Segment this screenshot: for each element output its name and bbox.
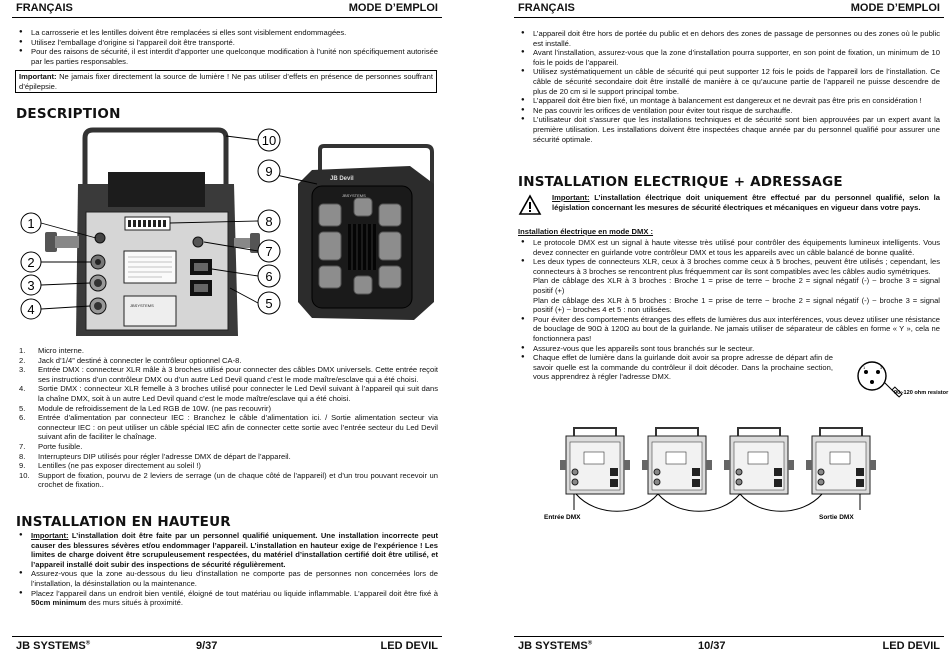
callout-9 (258, 160, 280, 182)
intro-bullet: ● Pour des raisons de sécurité, il est interdit d’apporter une quelconque modification à l’unité non spécifiquement autorisée par les parties responsables. (16, 47, 438, 66)
svg-text:2: 2 (27, 255, 35, 270)
device-illustration (12, 126, 442, 338)
important-box (15, 70, 437, 93)
part-item: 4. Sortie DMX : connecteur XLR femelle à 3 broches utilisé pour connecter le Led Devil suivant à l’appareil qui suit dans la chaîne DMX, soit à un autre Led Devil quand c’est le mode maître/esclave qui a été choisi. (19, 384, 438, 403)
svg-text:10: 10 (261, 133, 277, 148)
svg-text:8: 8 (265, 214, 273, 229)
important-label: Important: (19, 72, 57, 81)
device-brand-text: JBSYSTEMS (130, 303, 154, 308)
safety-bullet: ● Avant l’installation, assurez-vous que la zone d’installation pourra supporter, en son point de fixation, un minimum de 10 fois le poids de l’appareil. (518, 48, 940, 67)
part-item: 8. Interrupteurs DIP utilisés pour régler l’adresse DMX de départ de l’appareil. (19, 451, 291, 461)
dmx-chain-diagram (544, 422, 870, 532)
install-bullet: ● Important: L’installation doit être faite par un personnel qualifié uniquement. Une installation incorrecte peut causer des blessures sévères et/ou endommager l’appareil. L’installation en hauteur exige de l’expérience ! Les limites de charge doivent être scrupuleusement respectées, du matériel d’installation certifié doit être utilisé, et l’appareil installé doit subir des inspections de sécurité régulièrement. (16, 531, 438, 569)
footer-brand: JB SYSTEMS® (16, 640, 91, 652)
resistor-label: 90~120 ohm resistor (894, 390, 949, 396)
part-item: 7. Porte fusible. (19, 441, 83, 451)
svg-text:JB Devil: JB Devil (330, 176, 354, 182)
dmx-bullet: ● Chaque effet de lumière dans la guirlande doit avoir sa propre adresse de départ afin de savoir quelle est la commande du contrôleur il doit décoder. Dans la prochaine section, vous apprendrez à régler l’adresse DMX. (518, 353, 833, 382)
part-item: 1. Micro interne. (19, 346, 85, 355)
front-view (298, 146, 434, 320)
header-title: MODE D’EMPLOI (348, 2, 438, 14)
dmx-bullet: ● Pour éviter des comportements étranges des effets de lumières dus aux interférences, vous devez utiliser une résistance de bouclage de 90Ω à 120Ω au bout de la guirlande. Ne jamais utiliser de séparateur de câbles en forme « Y », cela ne fonctionnera pas! (518, 315, 940, 344)
chain-unit (642, 428, 712, 494)
device-front-brand: JBSYSTEMS (342, 193, 366, 198)
description-heading: DESCRIPTION (16, 106, 121, 122)
callout-4 (21, 299, 41, 319)
svg-text:5: 5 (265, 296, 273, 311)
footer-product: LED DEVIL (882, 640, 940, 652)
callout-3 (21, 275, 41, 295)
safety-bullet: ● Ne pas couvrir les orifices de ventilation pour éviter tout risque de surchauffe. (518, 106, 940, 116)
safety-bullet: ● Utilisez systématiquement un câble de sécurité qui peut supporter 12 fois le poids de l’appareil lors de l’installation. Ce câble de sécurité secondaire doit être installé de manière à ce qu’aucune partie de l’appareil ne puisse descendre de plus de 20 cm si le support principal tombe. (518, 67, 940, 96)
chain-unit (560, 428, 630, 494)
dmx-subheading: Installation électrique en mode DMX : (518, 227, 654, 236)
xlr-terminator-illustration (854, 360, 949, 408)
callout-10 (258, 129, 280, 151)
part-item: 9. Lentilles (ne pas exposer directement au soleil !) (19, 461, 201, 471)
callout-5 (258, 292, 280, 314)
page-footer (12, 636, 442, 653)
callout-1 (21, 213, 41, 233)
dmx-bullet: ● Le protocole DMX est un signal à haute vitesse très utilisé pour contrôler des équipements lumineux intelligents. Vous devez connecter en guirlande votre contrôleur DMX et tous les appareils avec un câble balancé de bonne qualité. (518, 238, 940, 257)
dmx-bullet: ● Les deux types de connecteurs XLR, ceux à 3 broches comme ceux à 5 broches, peuvent être utilisés ; cependant, les connecteurs à 3 broches se rencontrent plus fréquemment car ils sont compatibles avec les câbles audio symétriques. Plan de câblage des XLR à 3 broches : Broche 1 = prise de terre ~ broche 2 = signal négatif (-) ~ broche 3 = signal positif (+) Plan de câblage des XLR à 5 broches : Broche 1 = prise de terre ~ broche 2 = signal négatif (-) ~ broche 3 = signal positif (+) ~ broches 4 et 5 : non utilisées. (518, 257, 940, 315)
installation-section (16, 531, 438, 608)
page-header (514, 2, 944, 18)
chain-unit (724, 428, 794, 494)
warning-label: Important: (552, 193, 590, 202)
safety-bullet: ● L’utilisateur doit s’assurer que les installations techniques et de sécurité sont bien approuvées par un expert avant la première utilisation. Les installations doivent être inspectées chaque année par du personnel qualifié pour assurer une sécurité optimale. (518, 115, 940, 144)
parts-list (16, 346, 438, 490)
installation-heading: INSTALLATION EN HAUTEUR (16, 514, 231, 530)
wiring-5pin: Plan de câblage des XLR à 5 broches : Broche 1 = prise de terre ~ broche 2 = signal négatif (-) ~ broche 3 = signal positif (+) ~ broches 4 et 5 : non utilisées. (533, 295, 940, 315)
callout-8 (258, 210, 280, 232)
intro-bullet: ● La carrosserie et les lentilles doivent être remplacées si elles sont visiblement endommagées. (16, 28, 438, 38)
warning-icon (518, 194, 542, 216)
footer-brand: JB SYSTEMS® (518, 640, 593, 652)
safety-bullet: ● L’appareil doit être bien fixé, un montage à balancement est dangereux et ne devrait pas être pris en considération ! (518, 96, 940, 106)
electrical-heading: INSTALLATION ELECTRIQUE + ADRESSAGE (518, 174, 843, 190)
svg-text:9: 9 (265, 164, 273, 179)
callout-6 (258, 265, 280, 287)
svg-text:1: 1 (27, 216, 35, 231)
dmx-bullet: ● Assurez-vous que les appareils sont tous branchés sur le secteur. (518, 344, 833, 354)
dmx-cable (658, 494, 740, 511)
footer-product: LED DEVIL (380, 640, 438, 652)
svg-text:6: 6 (265, 269, 273, 284)
header-language: FRANÇAIS (518, 2, 575, 14)
install-bullet: ● Placez l’appareil dans un endroit bien ventilé, éloigné de tout matériau ou liquide inflammable. L’appareil doit être fixé à 50cm minimum des murs situés à proximité. (16, 589, 438, 608)
page-header (12, 2, 442, 18)
svg-text:3: 3 (27, 278, 35, 293)
footer-page-number: 10/37 (698, 640, 726, 652)
wiring-3pin: Plan de câblage des XLR à 3 broches : Broche 1 = prise de terre ~ broche 2 = signal négatif (-) ~ broche 3 = signal positif (+) (533, 276, 940, 295)
safety-bullets (518, 29, 940, 144)
part-item: 5. Module de refroidissement de la Led RGB de 10W. (ne pas recouvrir) (19, 403, 271, 413)
intro-bullet: ● Utilisez l’emballage d’origine si l’appareil doit être transporté. (16, 38, 438, 48)
svg-text:1: 1 (863, 365, 866, 370)
part-item: 10. Support de fixation, pourvu de 2 leviers de serrage (un de chaque côté de l’appareil) et d’un trou pouvant recevoir un crochet de fixation.. (19, 470, 438, 490)
chain-unit (806, 428, 876, 494)
safety-bullet: ● L’appareil doit être hors de portée du public et en dehors des zones de passage de personnes ou des zones où le public est installé. (518, 29, 940, 48)
svg-text:4: 4 (27, 302, 35, 317)
install-bullet: ● Assurez-vous que la zone au-dessous du lieu d’installation ne comporte pas de personnes non concernées lors de l’installation, la désinstallation ou la maintenance. (16, 569, 438, 588)
part-item: 6. Entrée d’alimentation par connecteur IEC : Branchez le câble d’alimentation ici. / Sortie alimentation secteur via connecteur IEC : on peut utiliser un câble spécial IEC afin de connecter cette sortie avec l’entrée secteur du Led Devil suivant afin de faciliter le chaînage. (19, 413, 438, 442)
footer-page-number: 9/37 (196, 640, 218, 652)
part-item: 3. Entrée DMX : connecteur XLR mâle à 3 broches utilisé pour connecter des câbles DMX universels. Cette entrée reçoit ses instructions d’un contrôleur DMX ou d’un autre Led Devil quand c’est le mode maître/esclave qui a été choisi. (19, 365, 438, 384)
warning-text: Important: L’installation électrique doit uniquement être effectué par du personnel qualifié, selon la législation concernant les mesures de sécurité électriques et mécaniques en vigueur dans votre pays. (552, 193, 940, 212)
dmx-cable (576, 494, 658, 511)
intro-section (16, 28, 438, 66)
svg-text:3: 3 (880, 365, 883, 370)
left-page (12, 0, 442, 654)
part-item: 2. Jack d’1/4” destiné à connecter le contrôleur optionnel CA-8. (19, 355, 242, 365)
important-text: Ne jamais fixer directement la source de lumière ! Ne pas utiliser d’effets en présence de personnes souffrant d’épilepsie. (19, 72, 433, 91)
page-footer (514, 636, 944, 653)
dmx-cable (740, 494, 822, 511)
right-page (514, 0, 949, 654)
header-language: FRANÇAIS (16, 2, 73, 14)
dmx-out-label: Sortie DMX (819, 514, 854, 521)
callout-7 (258, 240, 280, 262)
dmx-in-label: Entrée DMX (544, 514, 581, 521)
header-title: MODE D’EMPLOI (850, 2, 940, 14)
svg-text:7: 7 (265, 244, 273, 259)
callout-2 (21, 252, 41, 272)
